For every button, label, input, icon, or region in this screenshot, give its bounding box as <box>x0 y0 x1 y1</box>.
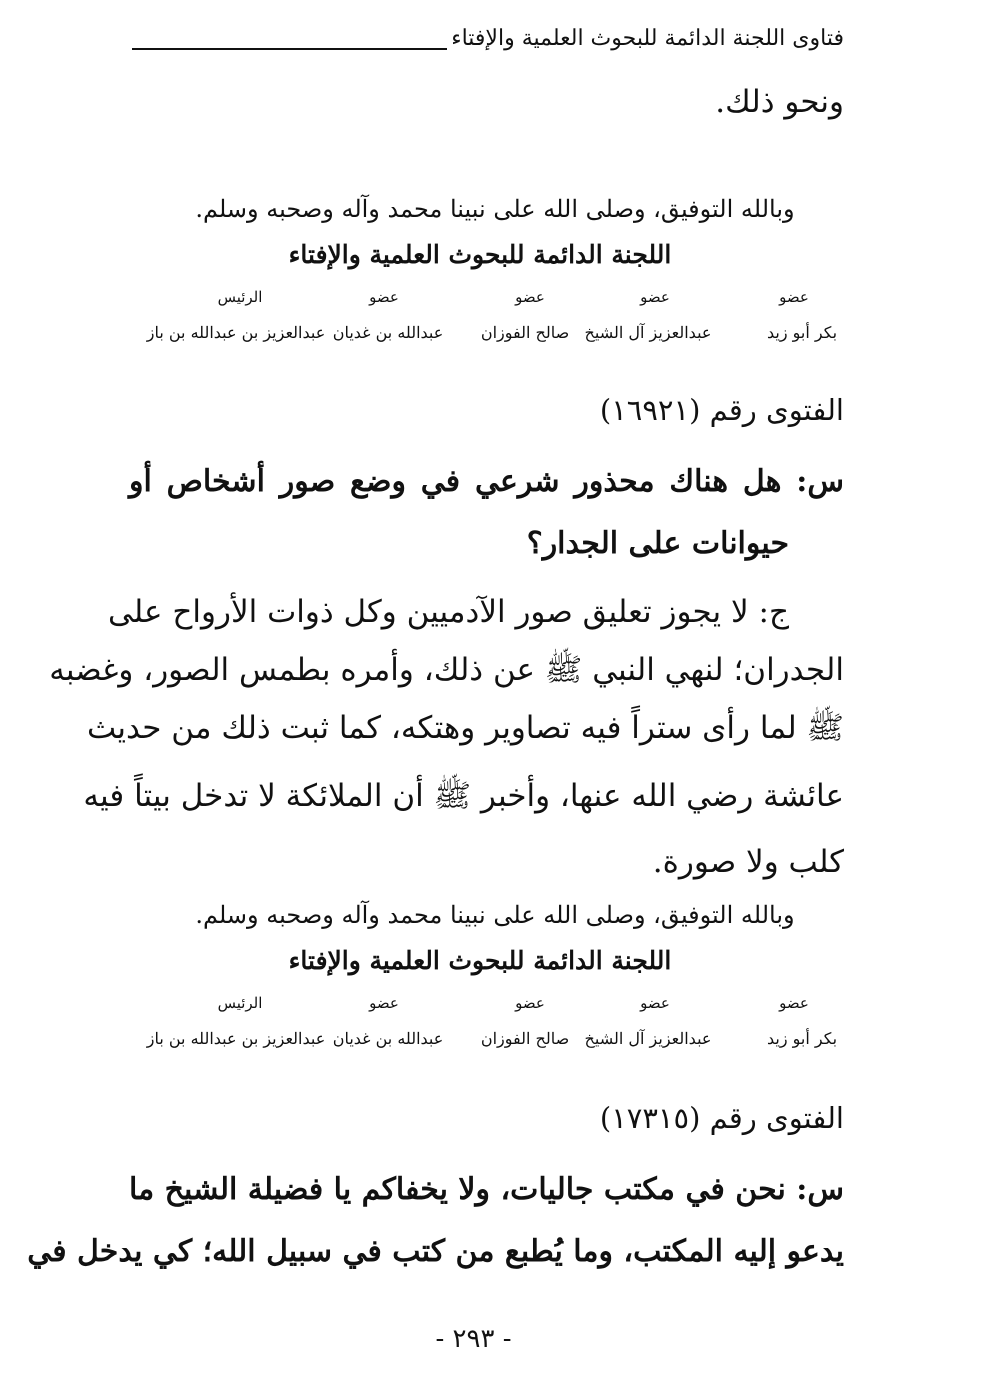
signatory-role: الرئيس <box>217 994 263 1012</box>
signatory-name: عبدالعزيز آل الشيخ <box>584 1029 712 1048</box>
signatory-name: عبدالله بن غديان <box>332 1029 444 1048</box>
signatory-role: عضو <box>515 994 545 1012</box>
signatory-role: عضو <box>369 288 399 306</box>
answer-line: عائشة رضي الله عنها، وأخبر ﷺ أن الملائكة لا تدخل بيتاً فيه <box>83 778 844 814</box>
signatory-name: بكر أبو زيد <box>766 1029 838 1048</box>
question-line: حيوانات على الجدار؟ <box>526 526 789 561</box>
signatory-role: عضو <box>779 288 809 306</box>
signatory-names-1 <box>130 322 838 346</box>
signatory-role: عضو <box>369 994 399 1012</box>
answer-line: كلب ولا صورة. <box>652 844 844 880</box>
signatory-name: صالح الفوزان <box>480 323 570 342</box>
closing-line-2: وبالله التوفيق، وصلى الله على نبينا محمد وآله وصحبه وسلم. <box>195 901 795 929</box>
fatwa-number-1: الفتوى رقم (١٦٩٢١) <box>599 393 844 427</box>
signatory-name: صالح الفوزان <box>480 1029 570 1048</box>
closing-line-1: وبالله التوفيق، وصلى الله على نبينا محمد وآله وصحبه وسلم. <box>195 195 795 223</box>
header-rule <box>132 48 447 50</box>
signatory-name: عبدالعزيز بن عبدالله بن باز <box>146 1029 326 1048</box>
answer-line: ﷺ لما رأى ستراً فيه تصاوير وهتكه، كما ثبت ذلك من حديث <box>86 710 844 746</box>
signatory-role: عضو <box>779 994 809 1012</box>
signatory-role: عضو <box>640 994 670 1012</box>
committee-name-1: اللجنة الدائمة للبحوث العلمية والإفتاء <box>288 240 672 269</box>
signatory-name: عبدالعزيز آل الشيخ <box>584 323 712 342</box>
question-line: يدعو إليه المكتب، وما يُطبع من كتب في سبيل الله؛ كي يدخل في <box>27 1234 844 1269</box>
signatory-roles-1 <box>130 286 830 310</box>
page-number: - ٢٩٣ - <box>435 1324 512 1354</box>
running-header: فتاوى اللجنة الدائمة للبحوث العلمية والإفتاء <box>451 26 844 51</box>
question-line: س: نحن في مكتب جاليات، ولا يخفاكم يا فضيلة الشيخ ما <box>129 1172 844 1207</box>
signatory-roles-2 <box>130 992 830 1016</box>
signatory-role: عضو <box>640 288 670 306</box>
question-line: س: هل هناك محذور شرعي في وضع صور أشخاص أو <box>129 464 844 499</box>
signatory-name: بكر أبو زيد <box>766 323 838 342</box>
committee-name-2: اللجنة الدائمة للبحوث العلمية والإفتاء <box>288 946 672 975</box>
signatory-role: عضو <box>515 288 545 306</box>
signatory-names-2 <box>130 1028 838 1052</box>
intro-line: ونحو ذلك. <box>715 84 844 120</box>
signatory-name: عبدالله بن غديان <box>332 323 444 342</box>
fatwa-number-2: الفتوى رقم (١٧٣١٥) <box>599 1101 844 1135</box>
answer-line: ج: لا يجوز تعليق صور الآدميين وكل ذوات الأرواح على <box>107 594 789 630</box>
signatory-role: الرئيس <box>217 288 263 306</box>
signatory-name: عبدالعزيز بن عبدالله بن باز <box>146 323 326 342</box>
answer-line: الجدران؛ لنهي النبي ﷺ عن ذلك، وأمره بطمس الصور، وغضبه <box>49 652 844 688</box>
